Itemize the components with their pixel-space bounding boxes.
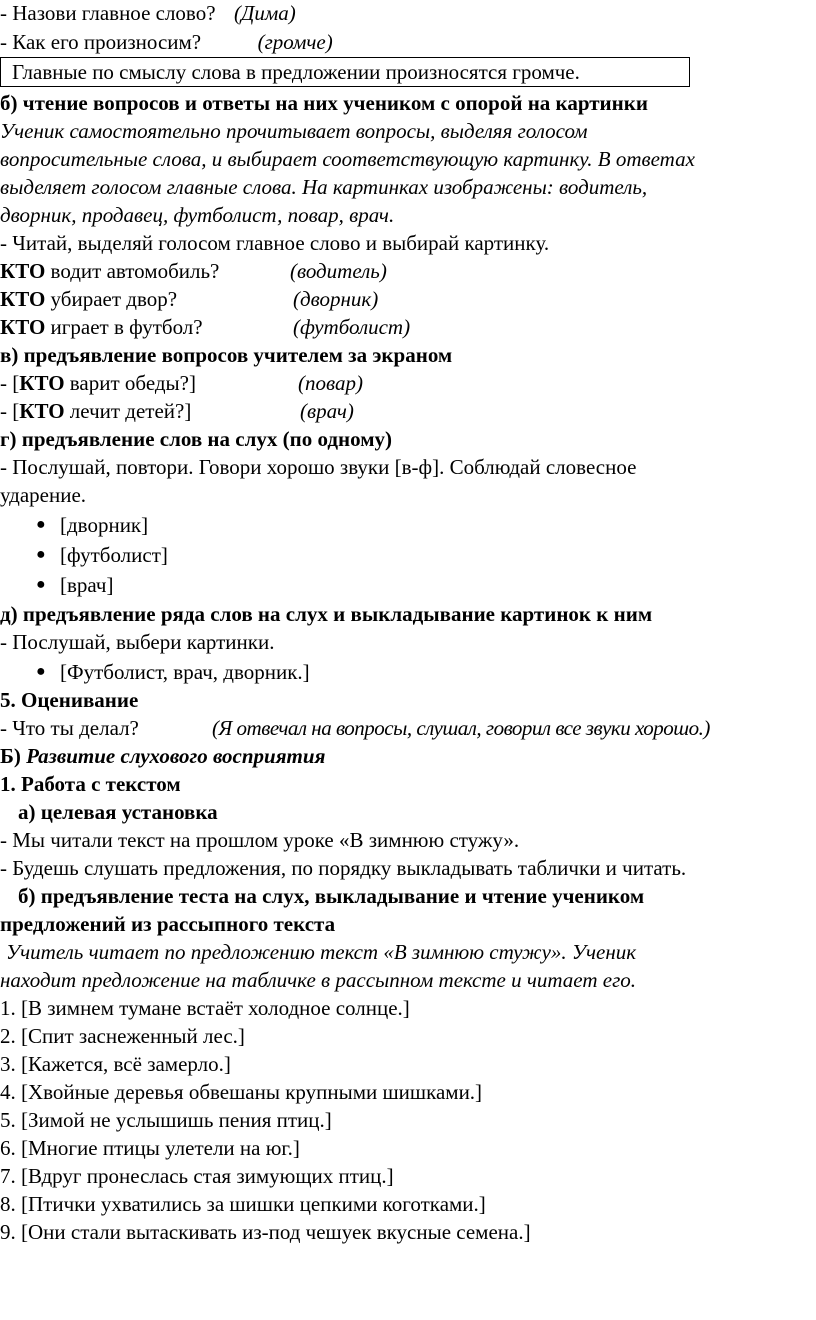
question-text: варит обеды?]	[64, 371, 196, 395]
question-text: - Как его произносим?	[0, 30, 202, 54]
section-g-instruction-1: - Послушай, повтори. Говори хорошо звуки [в-ф]. Соблюдай словесное	[0, 455, 637, 479]
question-row	[0, 258, 219, 284]
sentence-item: 5. [Зимой не услышишь пения птиц.]	[0, 1108, 332, 1132]
dialog-line-2	[0, 29, 333, 55]
section-b-desc-2: вопросительные слова, и выбирает соответствующую картинку. В ответах	[0, 147, 695, 171]
section-b-desc-1: Ученик самостоятельно прочитывает вопросы, выделяя голосом	[0, 119, 588, 143]
sentence-item: 1. [В зимнем тумане встаёт холодное солнце.]	[0, 996, 410, 1020]
rule-text: Главные по смыслу слова в предложении произносятся громче.	[12, 60, 580, 84]
bracket: - [	[0, 371, 20, 395]
sentence-item: 7. [Вдруг пронеслась стая зимующих птиц.]	[0, 1164, 394, 1188]
section-b-heading: б) чтение вопросов и ответы на них учеником с опорой на картинки	[0, 91, 648, 115]
question-text: лечит детей?]	[64, 399, 192, 423]
work-text-sub-b-1: б) предъявление теста на слух, выкладывание и чтение учеником	[18, 884, 645, 908]
question-text: - Назови главное слово?	[0, 1, 216, 25]
sentence-item: 6. [Многие птицы улетели на юг.]	[0, 1136, 300, 1160]
answer-text: (водитель)	[290, 259, 387, 283]
sentence-item: 8. [Птички ухватились за шишки цепкими коготками.]	[0, 1192, 486, 1216]
question-row	[0, 370, 196, 396]
dialog-line-1	[0, 0, 296, 26]
bullet-icon: ●	[36, 576, 46, 593]
section-b-instruction: - Читай, выделяй голосом главное слово и выбирай картинку.	[0, 231, 550, 255]
section-b-desc-4: дворник, продавец, футболист, повар, врач.	[0, 203, 395, 227]
sentence-item: 3. [Кажется, всё замерло.]	[0, 1052, 231, 1076]
keyword: КТО	[19, 399, 65, 423]
bullet-icon: ●	[36, 663, 46, 680]
sentence-item: 4. [Хвойные деревья обвешаны крупными шишками.]	[0, 1080, 483, 1104]
question-text: водит автомобиль?	[45, 259, 220, 283]
work-text-line-1: - Мы читали текст на прошлом уроке «В зимнюю стужу».	[0, 828, 520, 852]
bullet-icon: ●	[36, 546, 46, 563]
list-item: [дворник]	[60, 513, 149, 537]
part-b-title: Развитие слухового восприятия	[26, 744, 326, 768]
bullet-icon: ●	[36, 516, 46, 533]
list-item: [Футболист, врач, дворник.]	[60, 660, 310, 684]
section-d-instruction: - Послушай, выбери картинки.	[0, 630, 275, 654]
keyword: КТО	[0, 259, 46, 283]
section-5-heading: 5. Оценивание	[0, 688, 139, 712]
section-5-question: - Что ты делал?	[0, 716, 139, 740]
question-text: убирает двор?	[45, 287, 178, 311]
section-5-answer: (Я отвечал на вопросы, слушал, говорил все звуки хорошо.)	[212, 716, 710, 740]
work-text-desc-1: Учитель читает по предложению текст «В зимнюю стужу». Ученик	[6, 940, 637, 964]
work-text-heading: 1. Работа с текстом	[0, 772, 181, 796]
sentence-item: 9. [Они стали вытаскивать из-под чешуек вкусные семена.]	[0, 1220, 531, 1244]
keyword: КТО	[0, 287, 46, 311]
section-d-heading: д) предъявление ряда слов на слух и выкладывание картинок к ним	[0, 602, 653, 626]
keyword: КТО	[19, 371, 65, 395]
answer-text: (громче)	[257, 30, 333, 54]
answer-text: (повар)	[298, 371, 363, 395]
work-text-sub-b-2: предложений из рассыпного текста	[0, 912, 336, 936]
answer-text: (Дима)	[234, 1, 296, 25]
answer-text: (дворник)	[293, 287, 379, 311]
section-g-heading: г) предъявление слов на слух (по одному)	[0, 427, 392, 451]
work-text-line-2: - Будешь слушать предложения, по порядку выкладывать таблички и читать.	[0, 856, 687, 880]
answer-text: (футболист)	[293, 315, 411, 339]
section-b-desc-3: выделяет голосом главные слова. На картинках изображены: водитель,	[0, 175, 648, 199]
question-row	[0, 286, 177, 312]
list-item: [врач]	[60, 573, 114, 597]
question-row	[0, 314, 203, 340]
bracket: - [	[0, 399, 20, 423]
work-text-sub-a: а) целевая установка	[18, 800, 218, 824]
section-v-heading: в) предъявление вопросов учителем за экраном	[0, 343, 453, 367]
question-text: играет в футбол?	[45, 315, 203, 339]
list-item: [футболист]	[60, 543, 168, 567]
answer-text: (врач)	[300, 399, 354, 423]
section-g-instruction-2: ударение.	[0, 483, 87, 507]
part-b-prefix: Б)	[0, 744, 27, 768]
part-b-heading	[0, 743, 325, 769]
question-row	[0, 398, 191, 424]
keyword: КТО	[0, 315, 46, 339]
sentence-item: 2. [Спит заснеженный лес.]	[0, 1024, 245, 1048]
work-text-desc-2: находит предложение на табличке в рассыпном тексте и читает его.	[0, 968, 637, 992]
